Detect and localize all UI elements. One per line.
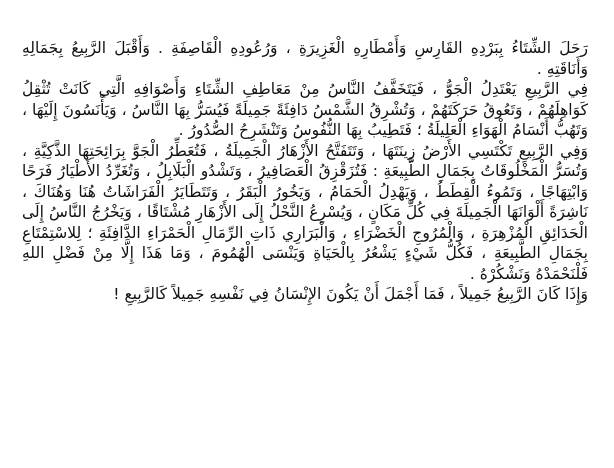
article-body	[22, 38, 588, 305]
paragraph-2: فِي الرَّبِيعِ يَعْتَدِلُ الْجَوُّ ، فَيَتَخَفَّفُ النَّاسُ مِنْ مَعَاطِفِ الشِّتَاءِ وَأَصْوَافِهِ الَّتِي كَانَتْ تُثْقِلُ كَوَاهِلَهُمْ ، وَتَعُوقُ حَرَكَتَهُمْ ، وَتُشْرِقُ الشَّمْسُ دَافِئَةً جَمِيلَةً فَيُسَرُّ بِهَا النَّاسُ ، وَيَأْنَسُونَ إِلَيْهَا ، وَتَهُبُّ أَنْسَامُ الْهَوَاءِ الْعَلِيلَةُ ؛ فَتَطِيبُ بِهَا النُّفُوسُ وَتَنْشَرِحُ الصُّدُورُ .	[22, 80, 588, 139]
paragraph-1: رَحَلَ الشِّتَاءُ بِبَرْدِهِ القَارِسِ وَأَمْطَارِهِ الْغَزِيرَةِ ، وَرُعُودِهِ الْقَاصِفَةِ . وَأَقْبَلَ الرَّبِيعُ بِجَمَالِهِ وَأَنَاقَتِهِ .	[22, 39, 588, 78]
paragraph-3: وَفِي الرَّبِيعِ تَكْتَسِي الأَرْضُ زِينَتَهَا ، وَتَتَفَتَّحُ الأَزْهَارُ الْجَمِيلَةُ ، فَتُعَطِّرُ الْجَوَّ بِرَائِحَتِهَا الذَّكِيَّةِ ، وَتُسَرُّ الْمَخْلُوقَاتُ بِجَمَالِ الطَّبِيعَةِ : فَتُزَقْزِقُ الْعَصَافِيرُ ، وَتَشْدُو الْبَلَابِلُ ، وَتُغَرِّدُ الأَطْيَارُ فَرَحًا وَابْتِهَاجًا ، وَتَمُوءُ الْقِطَطُ ، وَيَهْدِلُ الْحَمَامُ ، وَيَخُورُ الْبَقَرُ ، وَتَتَطَايَرُ الْفَرَاشَاتُ هُنَا وَهُنَاكَ ، نَاشِرَةً أَلْوَانَهَا الْجَمِيلَةَ فِي كُلِّ مَكَانٍ ، وَيُسْرِعُ النَّحْلُ إِلَى الأَزْهَارِ مُشْتَاقًا ، وَيَخْرُجُ النَّاسُ إِلَى الْحَدَائِقِ الْمُزْهِرَةِ ، وَالْمُرُوجِ الْخَضْرَاءِ ، وَالْبَرَارِي ذَاتِ الرِّمَالِ الْحَمْرَاءِ الدَّافِئَةِ ؛ لِلاسْتِمْتَاعِ بِجَمَالِ الطَّبِيعَةِ ، فَكُلُّ شَيْءٍ يَشْعُرُ بِالْحَيَاةِ وَيَنْسَى الْهُمُومَ ، وَمَا هَذَا إِلَّا مِنْ فَضْلِ اللهِ فَلْنَحْمَدْهُ وَنَشْكُرْهُ .	[22, 141, 588, 283]
paragraph-4: وَإِذَا كَانَ الرَّبِيعُ جَمِيلاً ، فَمَا أَجْمَلَ أَنْ يَكُونَ الإِنْسَانُ فِي نَفْسِهِ جَمِيلاً كَالرَّبِيعِ !	[113, 285, 588, 303]
